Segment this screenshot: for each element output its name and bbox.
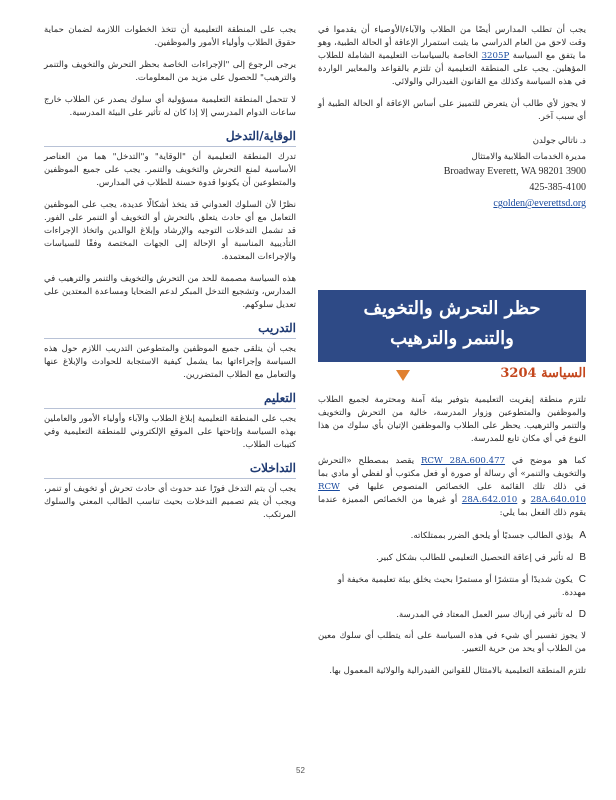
rcw-28a-640-010-link[interactable]: RCW 28A.640.010 [318,482,586,505]
contact-email-link[interactable]: cgolden@everettsd.org [493,198,586,209]
contact-name: د. ناتالي جولدن [532,135,586,145]
intro-paragraph-1: يجب أن تطلب المدارس أيضًا من الطلاب والآباء/الأوصياء أن يقدموا في وقت لاحق من العام الدراسي ما يثبت استمرار الإعاقة أو الحالة الطبية، وهو ما يتفق مع السياسة 3205P الخاصة بالسياسات التعليمية الشاملة للطلاب المؤهلين. يجب على المنطقة التعليمية أن تلتزم بالقواعد والمعايير الواردة في هذه السياسة وكذلك مع القانون الفيدرالي والولائي. [318,25,586,87]
left-top-paragraph-2: يرجى الرجوع إلى "الإجراءات الخاصة بحظر التحرش والتخويف والتنمر والترهيب" للحصول على مزيد من المعلومات. [44,60,296,83]
list-item: Dله تأثير في إرباك سير العمل المعتاد في المدرسة. [396,609,586,620]
criteria-list [318,529,586,622]
contact-block [318,133,586,211]
body-paragraph-4: تلتزم المنطقة التعليمية بالامتثال للقوانين الفيدرالية والولائية المعمول بها. [329,666,586,676]
interventions-paragraph: يجب أن يتم التدخل فورًا عند حدوث أي حادث تحرش أو تخويف أو تنمر، ويجب أن يتم تصميم التدخلات بحيث تناسب الطالب المعني والسلوك المرتكب. [44,484,296,520]
left-top-paragraph-3: لا تتحمل المنطقة التعليمية مسؤولية أي سلوك يصدر عن الطلاب خارج ساعات الدوام المدرسي إلا إذا كان له تأثير على البيئة المدرسية. [44,95,296,118]
section-heading-training: التدريب [44,321,296,339]
page-number: 52 [296,766,305,775]
contact-phone: 425-385-4100 [529,182,586,193]
training-paragraph: يجب أن يتلقى جميع الموظفين والمتطوعين التدريب اللازم حول هذه السياسة وإجراءاتها بما يشمل كيفية الاستجابة للحوادث والإبلاغ عنها والتعامل مع الطلاب المتضررين. [44,344,296,380]
rcw-28a-642-010-link[interactable]: 28A.642.010 [461,495,518,505]
intro-paragraph-2: لا يجوز لأي طالب أن يتعرض للتمييز على أساس الإعاقة أو الحالة الطبية أو أي سبب آخر. [318,99,586,122]
education-paragraph: يجب على المنطقة التعليمية إبلاغ الطلاب والآباء وأولياء الأمور والعاملين بهذه السياسة وإتاحتها على الموقع الإلكتروني للمنطقة التعليمية وفي كتيبات الطلاب. [44,414,296,450]
item-letter: A [579,530,586,541]
item-letter: C [578,574,586,585]
section-heading-interventions: التداخلات [44,461,296,479]
policy-3205p-link[interactable]: 3205P [481,51,510,61]
right-column-body [318,394,586,687]
body-paragraph-3: لا يجوز تفسير أي شيء في هذه السياسة على أنه يتطلب أي سلوك معين من الطلاب أو يحد من حرية التعبير. [318,631,586,654]
policy-title-banner [318,290,586,362]
list-item: Aيؤذي الطالب جسديًا أو يلحق الضرر بممتلكاته. [410,530,586,541]
prevention-paragraph-1: تدرك المنطقة التعليمية أن "الوقاية" و"التدخل" هما من العناصر الأساسية لمنع التحرش والتخويف والتنمر. يجب على جميع الموظفين والمتطوعين أن يكونوا قدوة حسنة للطلاب في المدارس. [44,152,296,188]
section-heading-education: التعليم [44,391,296,409]
contact-role: مديرة الخدمات الطلابية والامتثال [471,151,586,161]
list-item: Cيكون شديدًا أو منتشرًا أو مستمرًا بحيث يخلق بيئة تعليمية مخيفة أو مهددة. [337,574,586,598]
banner-title-line-1: حظر التحرش والتخويف [363,298,541,319]
list-item: Bله تأثير في إعاقة التحصيل التعليمي للطالب بشكل كبير. [376,552,586,563]
left-top-paragraph-1: يجب على المنطقة التعليمية أن تتخذ الخطوات اللازمة لضمان حماية حقوق الطلاب وأولياء الأمور والموظفين. [44,25,296,48]
item-letter: B [579,552,586,563]
contact-address: Broadway Everett, WA 98201 3900 [443,166,586,177]
prevention-paragraph-2: نظرًا لأن السلوك العدواني قد يتخذ أشكالًا عديدة، يجب على الموظفين التعامل مع أي حادث يتعلق بالتحرش أو التخويف أو التنمر على الفور. قد تشمل التدخلات التوجيه والإرشاد وإبلاغ الوالدين واتخاذ الإجراءات التأديبية المناسبة أو الإحالة إلى الجهات المختصة وفقًا للسياسات والإجراءات المعتمدة. [44,200,296,262]
section-heading-prevention: الوقاية/التدخل [44,129,296,147]
prevention-paragraph-3: هذه السياسة مصممة للحد من التحرش والتخويف والتنمر والترهيب في المدارس، وتشجيع التدخل المبكر لدعم الضحايا ومساعدة المعتدين على تعديل سلوكهم. [44,274,296,310]
right-column [318,24,586,213]
body-paragraph-1: تلتزم منطقة إيفريت التعليمية بتوفير بيئة آمنة ومحترمة لجميع الطلاب والموظفين والمتطوعين وزوار المدرسة، خالية من التحرش والتخويف والتنمر والترهيب. يحظر على الطلاب والموظفين الإتيان بأي سلوك من هذا النوع في أي مكان تابع للمدرسة. [318,395,586,444]
triangle-down-icon [396,370,410,381]
left-column [44,24,296,531]
body-paragraph-2: كما هو موضح في RCW 28A.600.477 يقصد بمصطلح «التحرش والتخويف والتنمر» أي رسالة أو صورة أو فعل مكتوب أو لفظي أو مادي بما في ذلك تلك القائمة على الخصائص المنصوص عليها في RCW 28A.640.010 و 28A.642.010 أو غيرها من الخصائص المميزة عندما يقوم ذلك الفعل بما يلي: [318,456,586,518]
banner-title-line-2: والتنمر والترهيب [390,328,514,349]
item-letter: D [578,609,586,620]
rcw-28a-600-477-link[interactable]: RCW 28A.600.477 [420,456,506,466]
policy-number-label: السياسة 3204 [500,366,586,381]
